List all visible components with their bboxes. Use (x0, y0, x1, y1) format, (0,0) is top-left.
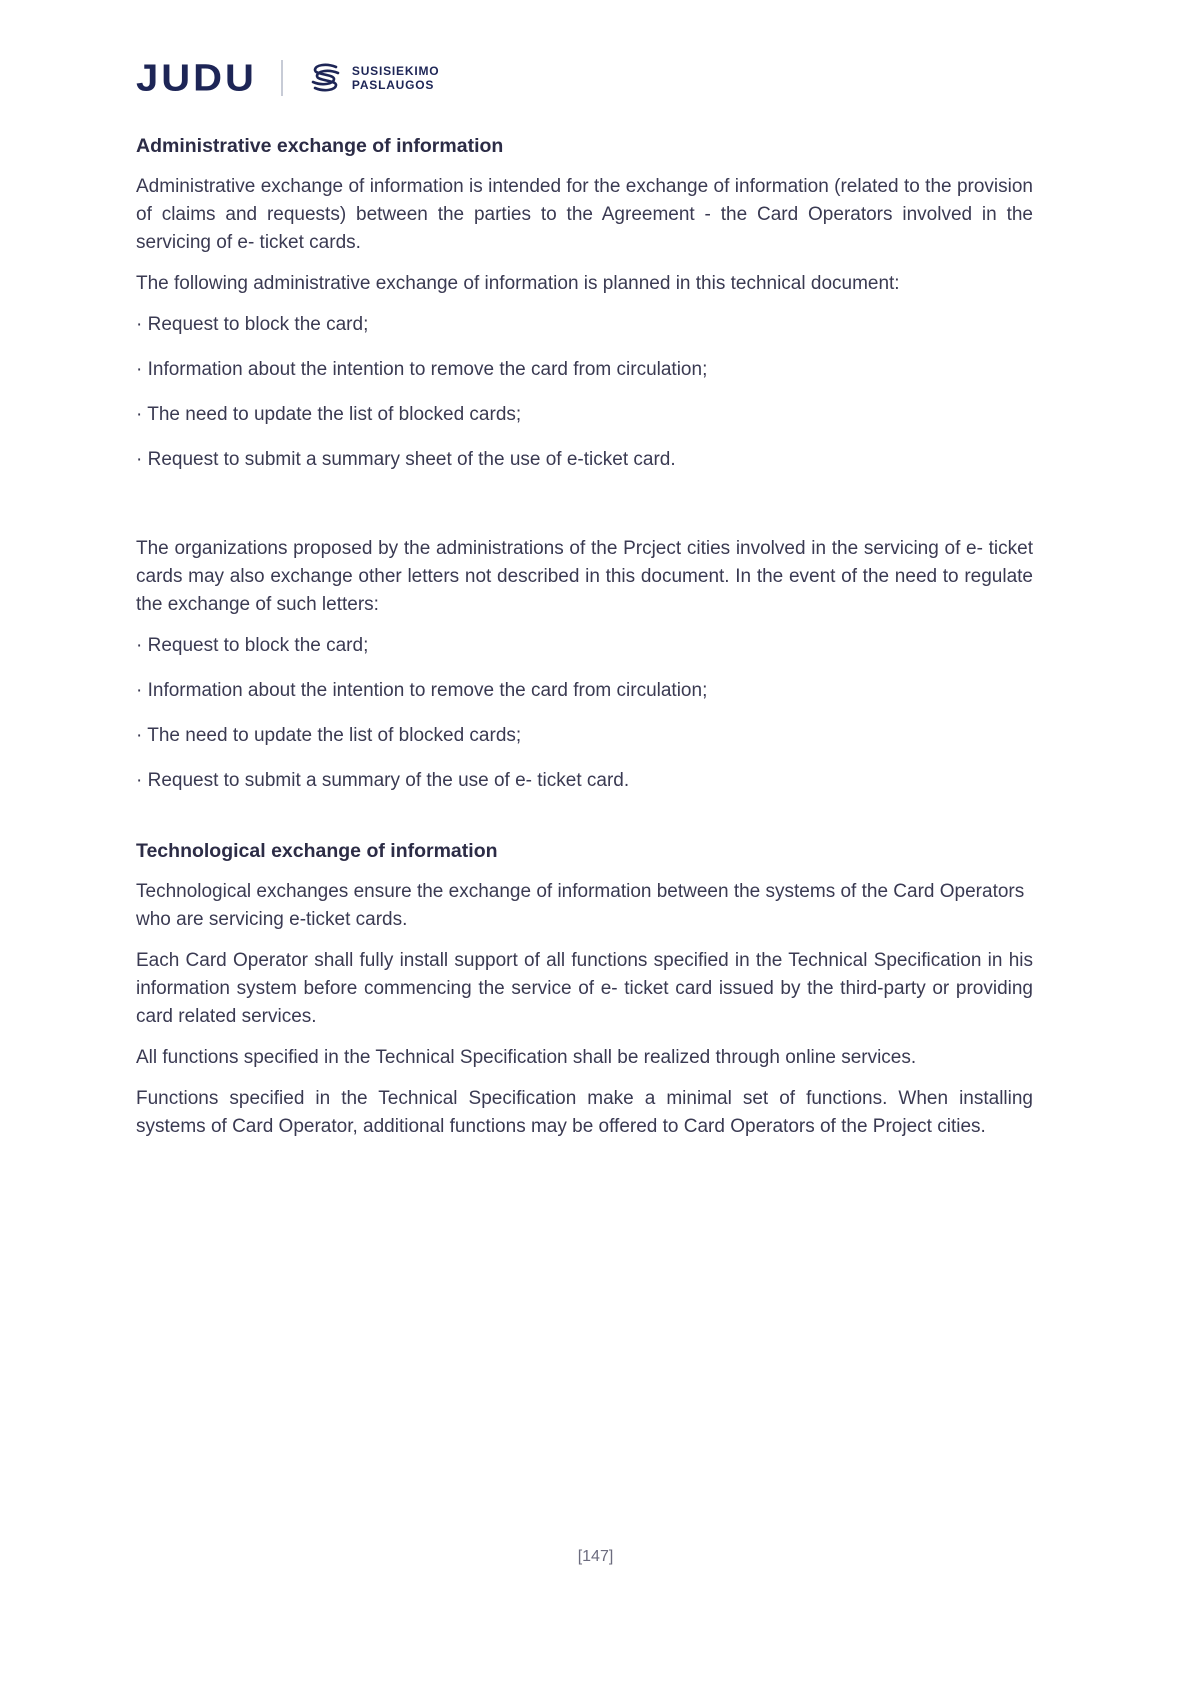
bullet-request-block-card-2: · Request to block the card; (136, 635, 369, 656)
bullet-request-block-card: · Request to block the card; (136, 314, 369, 335)
judu-logo: JUDU (136, 57, 257, 99)
page-number: [147] (577, 1548, 614, 1565)
paragraph-planned-exchange: The following administrative exchange of information is planned in this technical document: (136, 273, 900, 294)
partner-line-1: SUSISIEKIMO (351, 63, 440, 78)
paragraph-card-operator-install: Each Card Operator shall fully install support of all functions specified in the Technical Specification in his information system before commencing the service of e- ticket card issued by the third-party or providing card related services. (136, 950, 1033, 1027)
paragraph-organizations-proposed: The organizations proposed by the administrations of the Prcject cities involved in the servicing of e- ticket cards may also exchange other letters not described in this document. In the event of the need to regulate the exchange of such letters: (136, 538, 1033, 615)
paragraph-online-services: All functions specified in the Technical Specification shall be realized through online services. (136, 1047, 917, 1068)
vertical-spacer (136, 491, 1033, 535)
page-footer (0, 1548, 1191, 1566)
bullet-update-blocked-list: · The need to update the list of blocked cards; (136, 404, 522, 425)
partner-line-2: PASLAUGOS (351, 78, 435, 92)
section-heading-technological-exchange: Technological exchange of information (136, 840, 498, 862)
header-logos (136, 58, 439, 98)
section-heading-administrative-exchange: Administrative exchange of information (136, 135, 504, 157)
susisiekimo-paslaugos-logo (307, 62, 439, 94)
double-s-icon (307, 62, 343, 94)
paragraph-technological-intro: Technological exchanges ensure the exchange of information between the systems of the Card Operators who are servicing e-ticket cards. (136, 881, 1025, 930)
bullet-update-blocked-list-2: · The need to update the list of blocked cards; (136, 725, 522, 746)
bullet-intention-remove-card: · Information about the intention to remove the card from circulation; (136, 359, 708, 380)
logo-divider (281, 60, 283, 96)
paragraph-administrative-intro: Administrative exchange of information is intended for the exchange of information (related to the provision of claims and requests) between the parties to the Agreement - the Card Operators involved in the servicing of e- ticket cards. (136, 176, 1033, 253)
paragraph-minimal-functions: Functions specified in the Technical Specification make a minimal set of functions. When installing systems of Card Operator, additional functions may be offered to Card Operators of the Project cities. (136, 1088, 1033, 1137)
bullet-summary-use-2: · Request to submit a summary of the use of e- ticket card. (136, 770, 630, 791)
bullet-summary-sheet: · Request to submit a summary sheet of the use of e-ticket card. (136, 449, 676, 470)
document-body (136, 132, 1033, 1154)
susisiekimo-paslaugos-text (352, 64, 439, 93)
bullet-intention-remove-card-2: · Information about the intention to remove the card from circulation; (136, 680, 708, 701)
